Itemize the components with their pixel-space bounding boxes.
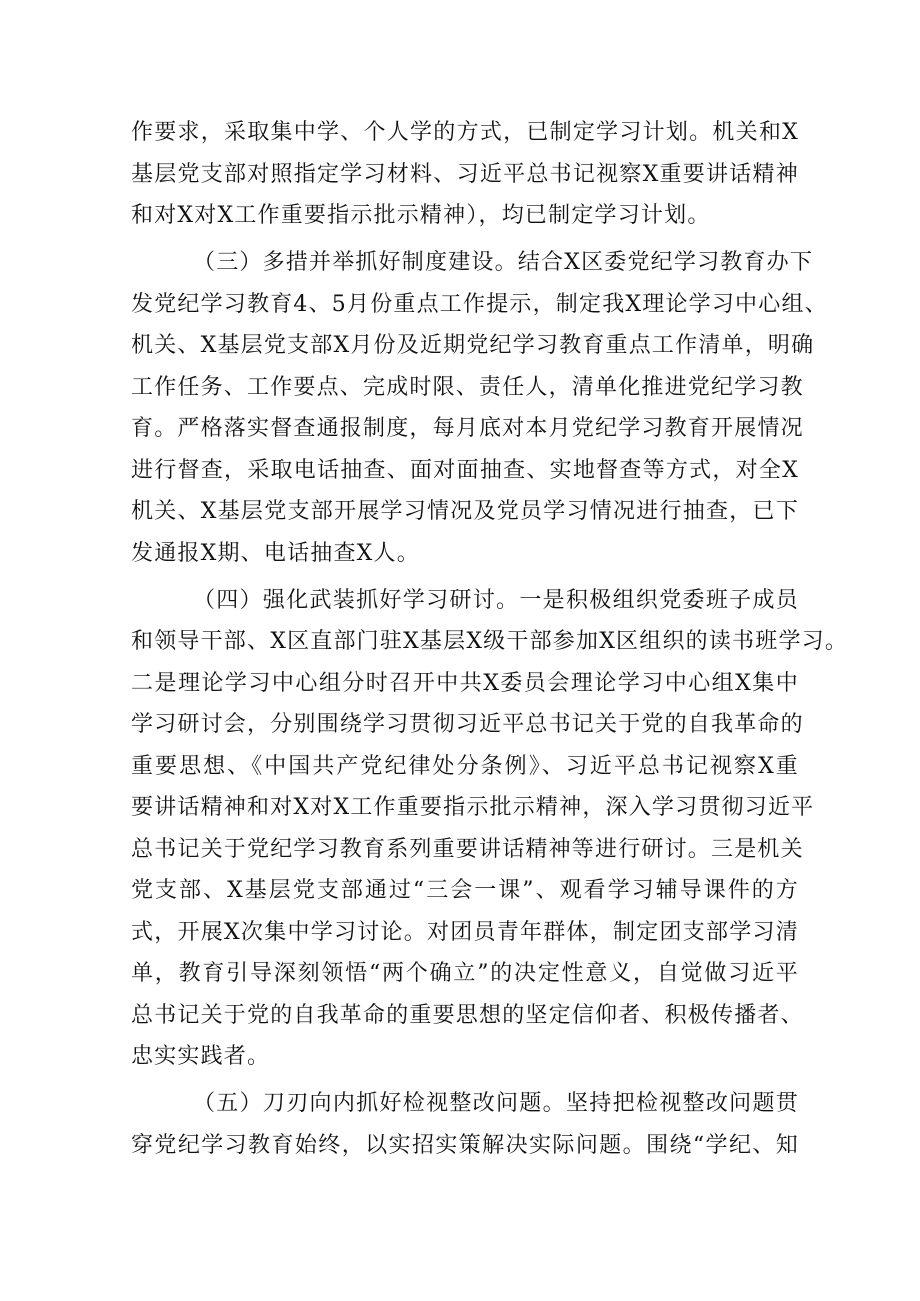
paragraph-heading-line: （四）强化武装抓好学习研讨。一是积极组织党委班子成员 (193, 587, 799, 613)
text-line: 忠实实践者。 (131, 1044, 271, 1069)
text-line: 学习研讨会，分别围绕学习贯彻习近平总书记关于党的自我革命的 (131, 712, 804, 737)
paragraph-section-3 (131, 242, 828, 574)
paragraph-continuation (131, 112, 799, 237)
text-line: 机关、X基层党支部开展学习情况及党员学习情况进行抽查，已下 (131, 499, 799, 524)
text-line: 和对X对X工作重要指示批示精神），均已制定学习计划。 (131, 203, 711, 228)
text-line: 工作任务、工作要点、完成时限、责任人，清单化推进党纪学习教 (131, 374, 804, 400)
text-line: 总书记关于党纪学习教育系列重要讲话精神等进行研讨。三是机关 (131, 836, 804, 862)
text-line: 式，开展X次集中学习讨论。对团员青年群体，制定团支部学习清 (131, 919, 799, 945)
text-line: 发通报X期、电话抽查X人。 (131, 540, 420, 566)
text-line: 基层党支部对照指定学习材料、习近平总书记视察X重要讲话精神 (131, 161, 799, 187)
text-line: 机关、X基层党支部X月份及近期党纪学习教育重点工作清单，明确 (131, 333, 815, 358)
paragraph-heading-line: （三）多措并举抓好制度建设。结合X区委党纪学习教育办下 (193, 250, 814, 275)
text-line: 育。严格落实督查通报制度，每月底对本月党纪学习教育开展情况 (131, 416, 804, 441)
text-line: 总书记关于党的自我革命的重要思想的坚定信仰者、积极传播者、 (131, 1002, 804, 1028)
text-line: 和领导干部、X区直部门驻X基层X级干部参加X区组织的读书班学习。 (131, 629, 849, 654)
paragraph-section-5 (131, 1083, 799, 1166)
document-body (131, 112, 849, 1166)
paragraph-section-4 (131, 580, 849, 1078)
text-line: 单，教育引导深刻领悟“两个确立”的决定性意义，自觉做习近平 (131, 961, 799, 986)
text-line: 穿党纪学习教育始终，以实招实策解决实际问题。围绕“学纪、知 (131, 1132, 799, 1158)
text-line: 要讲话精神和对X对X工作重要指示批示精神，深入学习贯彻习近平 (131, 795, 815, 820)
text-line: 作要求，采取集中学、个人学的方式，已制定学习计划。机关和X (131, 120, 799, 145)
text-line: 进行督查，采取电话抽查、面对面抽查、实地督查等方式，对全X (131, 457, 799, 483)
paragraph-heading-line: （五）刀刃向内抓好检视整改问题。坚持把检视整改问题贯 (193, 1091, 799, 1116)
text-line: 发党纪学习教育4、5月份重点工作提示，制定我X理论学习中心组、 (131, 291, 828, 317)
text-line: 党支部、X基层党支部通过“三会一课”、观看学习辅导课件的方 (131, 878, 799, 903)
text-line: 重要思想、《中国共产党纪律处分条例》、习近平总书记视察X重 (131, 753, 799, 779)
text-line: 二是理论学习中心组分时召开中共X委员会理论学习中心组X集中 (131, 670, 799, 696)
